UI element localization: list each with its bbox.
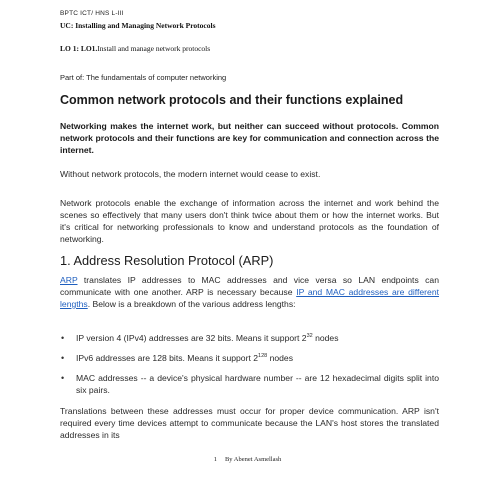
list-item-suffix: nodes	[312, 333, 339, 343]
exponent: 128	[258, 353, 268, 359]
list-item	[60, 332, 439, 344]
list-item-text: IP version 4 (IPv4) addresses are 32 bits. Means it support 2	[76, 333, 307, 343]
bullet-icon: •	[61, 353, 65, 363]
bullet-icon: •	[61, 373, 65, 383]
translation-paragraph: Translations between these addresses must occur for proper device communication. ARP isn't required every time devices attempt to communicate because the LAN's host stores the translated addresses in its	[60, 406, 439, 440]
section-heading-arp: 1. Address Resolution Protocol (ARP)	[60, 253, 274, 268]
part-of-series: Part of: The fundamentals of computer networking	[60, 73, 227, 82]
course-code: BPTC ICT/ HNS L-III	[60, 10, 124, 17]
learning-outcome-text: Install and manage network protocols	[97, 44, 211, 53]
list-item	[60, 352, 439, 364]
arp-link[interactable]: ARP	[60, 275, 78, 285]
arp-text-a: translates IP addresses to MAC addresses and vice versa so LAN endpoints can communicate with one another. ARP is necessary because	[60, 275, 439, 297]
paragraph-1: Without network protocols, the modern internet would cease to exist.	[60, 169, 321, 179]
bullet-icon: •	[61, 333, 65, 343]
paragraph-2: Network protocols enable the exchange of information across the internet and work behind the scenes so effectively that many users don't think twice about them or how the internet works. But it's critical for networking professionals to know and understand protocols as the foundation of networking.	[60, 198, 439, 244]
intro-paragraph: Networking makes the internet work, but neither can succeed without protocols. Common network protocols and their functions are key for communication and connection across the internet.	[60, 121, 439, 155]
page-title: Common network protocols and their functions explained	[60, 93, 404, 107]
learning-outcome	[60, 44, 210, 53]
list-item-text: IPv6 addresses are 128 bits. Means it support 2	[76, 353, 259, 363]
ip-mac-lengths-link[interactable]: IP and MAC addresses are different lengths	[60, 287, 439, 309]
address-length-list	[60, 332, 439, 404]
exponent: 32	[306, 333, 313, 339]
arp-text-b: . Below is a breakdown of the various address lengths:	[87, 299, 296, 309]
list-item	[60, 372, 439, 396]
author-credit: By Abenet Asmellash	[224, 456, 282, 463]
learning-outcome-label: LO 1: LO1.	[60, 44, 98, 53]
arp-paragraph	[60, 274, 439, 310]
page-number: 1	[213, 456, 217, 463]
unit-of-competency: UC: Installing and Managing Network Protocols	[60, 21, 216, 30]
list-item-suffix: nodes	[267, 353, 294, 363]
page-footer	[0, 456, 495, 463]
list-item-text: MAC addresses -- a device's physical hardware number -- are 12 hexadecimal digits split into six pairs.	[76, 373, 439, 395]
